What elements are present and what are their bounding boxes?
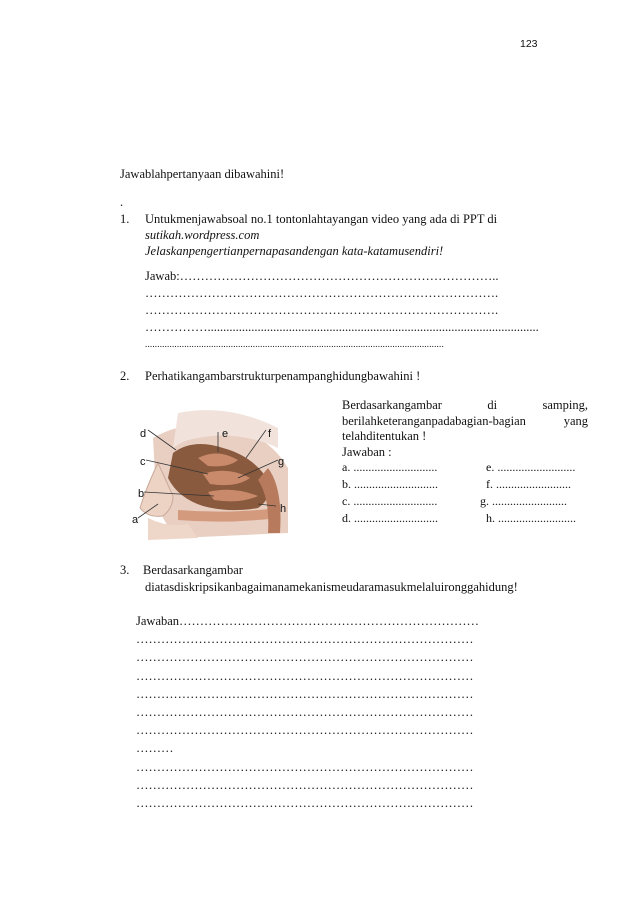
question-2-text: Perhatikangambarstrukturpenampanghidungbawahini !: [145, 369, 421, 383]
answer-line: ………………………………………………………………………: [136, 723, 474, 738]
question-1-instruction: Jelaskanpengertianpernapasandengan kata-katamusendiri!: [145, 244, 444, 258]
option-a: a. ............................: [342, 460, 438, 474]
nasal-cavity-diagram: [118, 408, 308, 543]
option-d: d. ............................: [342, 511, 438, 525]
question-2-right-text: Berdasarkangambar di samping, berilahketeranganpadabagian-bagian yang telahditentukan !: [342, 398, 588, 443]
stray-mark: .: [120, 195, 124, 209]
figure-label-c: c: [140, 456, 146, 468]
question-2-answer-label: Jawaban :: [342, 444, 392, 459]
question-1-number: 1.: [120, 212, 130, 226]
answer-line: Jawaban………………………………………………………………: [136, 614, 480, 628]
answer-line: ………………………………………………………………………: [136, 632, 474, 647]
figure-label-f: f: [268, 428, 272, 440]
figure-label-d: d: [140, 428, 147, 440]
answer-line: ………………………………………………………………………….: [145, 303, 499, 317]
answer-line: ………………………………………………………………………: [136, 668, 474, 683]
option-h: h. ..........................: [486, 511, 576, 525]
question-2-instructions: [342, 398, 588, 460]
answer-line: ………………………………………………………………………: [136, 705, 474, 720]
page-number: 123: [520, 38, 538, 50]
question-1-answer-area: [145, 268, 565, 353]
question-3-number: 3.: [120, 563, 130, 577]
question-3-text-continued: diatasdiskripsikanbagaimanamekanismeudaramasukmelaluironggahidung!: [145, 580, 518, 594]
figure-label-b: b: [138, 488, 145, 500]
answer-line: ………………………………………………………………………: [136, 650, 474, 665]
question-2-number: 2.: [120, 369, 130, 383]
option-e: e. ..........................: [486, 460, 576, 474]
question-3-answer-area: [136, 612, 546, 812]
answer-line: ………………………………………………………………………: [136, 686, 474, 701]
figure-label-a: a: [132, 514, 139, 526]
answer-line: ………: [136, 741, 174, 756]
question-1-url: sutikah.wordpress.com: [145, 228, 260, 242]
figure-label-g: g: [278, 456, 285, 468]
figure-label-h: h: [280, 503, 287, 515]
answer-line: ..........................................................................................................................: [145, 339, 444, 349]
question-1-text: Untukmenjawabsoal no.1 tontonlahtayangan video yang ada di PPT di: [145, 212, 498, 226]
answer-line: ………………………………………………………………………: [136, 796, 474, 811]
option-b: b. ............................: [342, 477, 438, 491]
option-g: g. .........................: [480, 494, 567, 508]
question-3-text: Berdasarkangambar: [143, 563, 243, 577]
instruction-text: Jawablahpertanyaan dibawahini!: [120, 167, 285, 181]
answer-line: ………………………………………………………………………: [136, 759, 474, 774]
nasal-cavity-illustration: [118, 408, 308, 543]
answer-line: ………………………………………………………………………….: [145, 286, 499, 300]
figure-label-e: e: [222, 428, 229, 440]
answer-line: ………………………………………………………………………: [136, 777, 474, 792]
option-f: f. .........................: [486, 477, 571, 491]
option-c: c. ............................: [342, 494, 438, 508]
answer-line: Jawab:…………………………………………………………………..: [145, 269, 499, 283]
answer-line: ……………..........................................................................................................: [145, 320, 539, 334]
